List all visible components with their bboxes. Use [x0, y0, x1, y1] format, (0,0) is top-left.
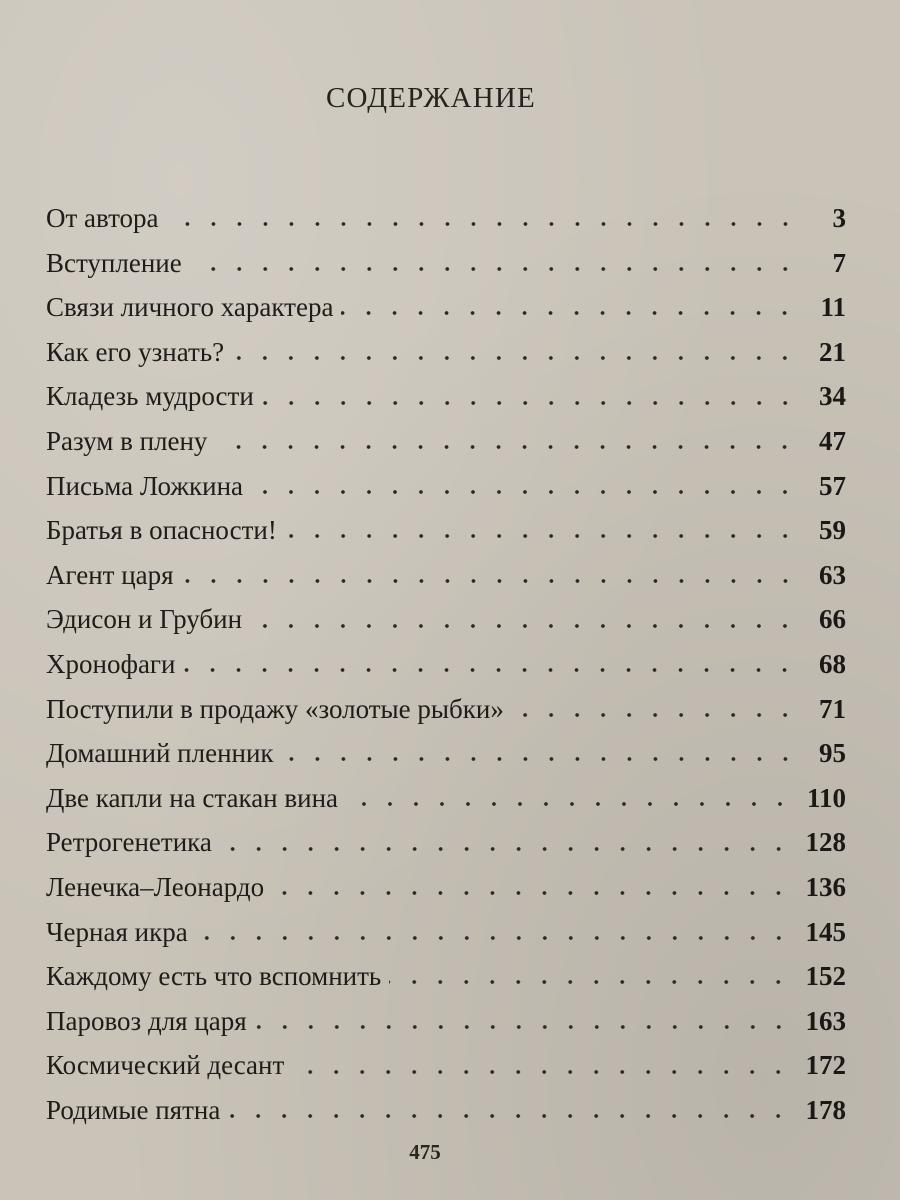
toc-entry	[46, 687, 846, 732]
contents-heading: СОДЕРЖАНИЕ	[326, 82, 536, 114]
toc-entry	[46, 1088, 846, 1133]
toc-entry-title: Братья в опасности!	[46, 515, 277, 546]
dot-leader	[228, 1113, 791, 1119]
dot-leader	[262, 400, 798, 406]
toc-entry-page: 3	[832, 203, 846, 233]
toc-entry	[46, 954, 846, 999]
dot-leader	[272, 890, 791, 896]
dot-leader	[285, 533, 798, 539]
dot-leader	[255, 1024, 792, 1030]
toc-entry	[46, 1043, 846, 1088]
toc-entry-title: От автора	[46, 203, 159, 233]
toc-entry-page: 178	[805, 1094, 846, 1125]
dot-leader	[512, 712, 798, 718]
dot-leader	[251, 489, 798, 495]
toc-entry-page: 57	[819, 470, 846, 501]
dot-leader	[250, 623, 798, 629]
toc-entry-page: 47	[819, 425, 846, 456]
toc-entry-page: 71	[819, 693, 846, 724]
toc-entry-title: Черная икра	[46, 916, 188, 947]
toc-entry	[46, 865, 846, 910]
toc-entry-title: Как его узнать?	[46, 336, 225, 367]
toc-entry-title: Хронофаги	[46, 648, 176, 679]
toc-entry-page: 21	[819, 336, 846, 367]
toc-entry-title: Кладезь мудрости	[46, 381, 254, 412]
toc-entry-title: Ретрогенетика	[46, 827, 212, 858]
toc-entry-title: Родимые пятна	[46, 1094, 221, 1125]
toc-entry-page: 136	[805, 871, 846, 902]
toc-entry-page: 128	[805, 827, 846, 858]
toc-entry-page: 66	[819, 604, 846, 635]
toc-entry-page: 110	[806, 782, 846, 813]
toc-entry-title: Космический десант	[46, 1050, 285, 1081]
toc-entry-title: Домашний пленник	[46, 738, 274, 769]
toc-entry	[46, 642, 846, 687]
toc-entry-title: Связи личного характера	[46, 292, 334, 323]
dot-leader	[389, 979, 791, 985]
toc-entry	[46, 374, 846, 419]
toc-entry	[46, 464, 846, 509]
toc-entry	[46, 508, 846, 553]
toc-entry-title: Эдисон и Грубин	[46, 604, 243, 635]
page-number: 475	[409, 1140, 441, 1164]
toc-entry-page: 163	[805, 1005, 846, 1036]
toc-entry	[46, 553, 846, 598]
toc-entry-title: Агент царя	[46, 559, 174, 590]
dot-leader	[215, 444, 798, 450]
toc-entry-page: 11	[820, 292, 846, 323]
toc-entry-title: Каждому есть что вспомнить	[46, 961, 382, 992]
dot-leader	[292, 1069, 791, 1075]
toc-entry-page: 34	[819, 381, 846, 412]
dot-leader	[190, 266, 798, 272]
toc-entry	[46, 597, 846, 642]
toc-entry	[46, 776, 846, 821]
toc-entry	[46, 999, 846, 1044]
dot-leader	[346, 801, 793, 807]
toc-entry	[46, 731, 846, 776]
toc-entry	[46, 910, 846, 955]
dot-leader	[182, 578, 798, 584]
toc-entry	[46, 241, 846, 286]
toc-entry-title: Ленечка–Леонардо	[46, 871, 265, 902]
dot-leader	[232, 355, 798, 361]
dot-leader	[282, 756, 798, 762]
toc-entry-title: Разум в плену	[46, 425, 208, 456]
toc-entry	[46, 419, 846, 464]
toc-entry-page: 145	[805, 916, 846, 947]
toc-entry-title: Две капли на стакан вина	[46, 782, 339, 813]
toc-entry-page: 68	[819, 648, 846, 679]
toc-entry-page: 172	[805, 1050, 846, 1081]
toc-entry-page: 152	[805, 961, 846, 992]
toc-entry-title: Паровоз для царя	[46, 1005, 247, 1036]
toc-entry	[46, 285, 846, 330]
table-of-contents	[46, 196, 846, 1132]
dot-leader	[341, 310, 798, 316]
toc-entry-title: Поступили в продажу «золотые рыбки»	[46, 693, 504, 724]
dot-leader	[167, 221, 798, 227]
dot-leader	[220, 846, 792, 852]
dot-leader	[183, 667, 798, 673]
dot-leader	[196, 935, 792, 941]
toc-entry	[46, 330, 846, 375]
toc-entry	[46, 196, 846, 241]
toc-entry-title: Вступление	[46, 247, 182, 278]
toc-entry-title: Письма Ложкина	[46, 470, 244, 501]
toc-entry	[46, 820, 846, 865]
toc-entry-page: 63	[819, 559, 846, 590]
toc-entry-page: 95	[819, 738, 846, 769]
toc-entry-page: 59	[819, 515, 846, 546]
toc-entry-page: 7	[832, 247, 846, 278]
